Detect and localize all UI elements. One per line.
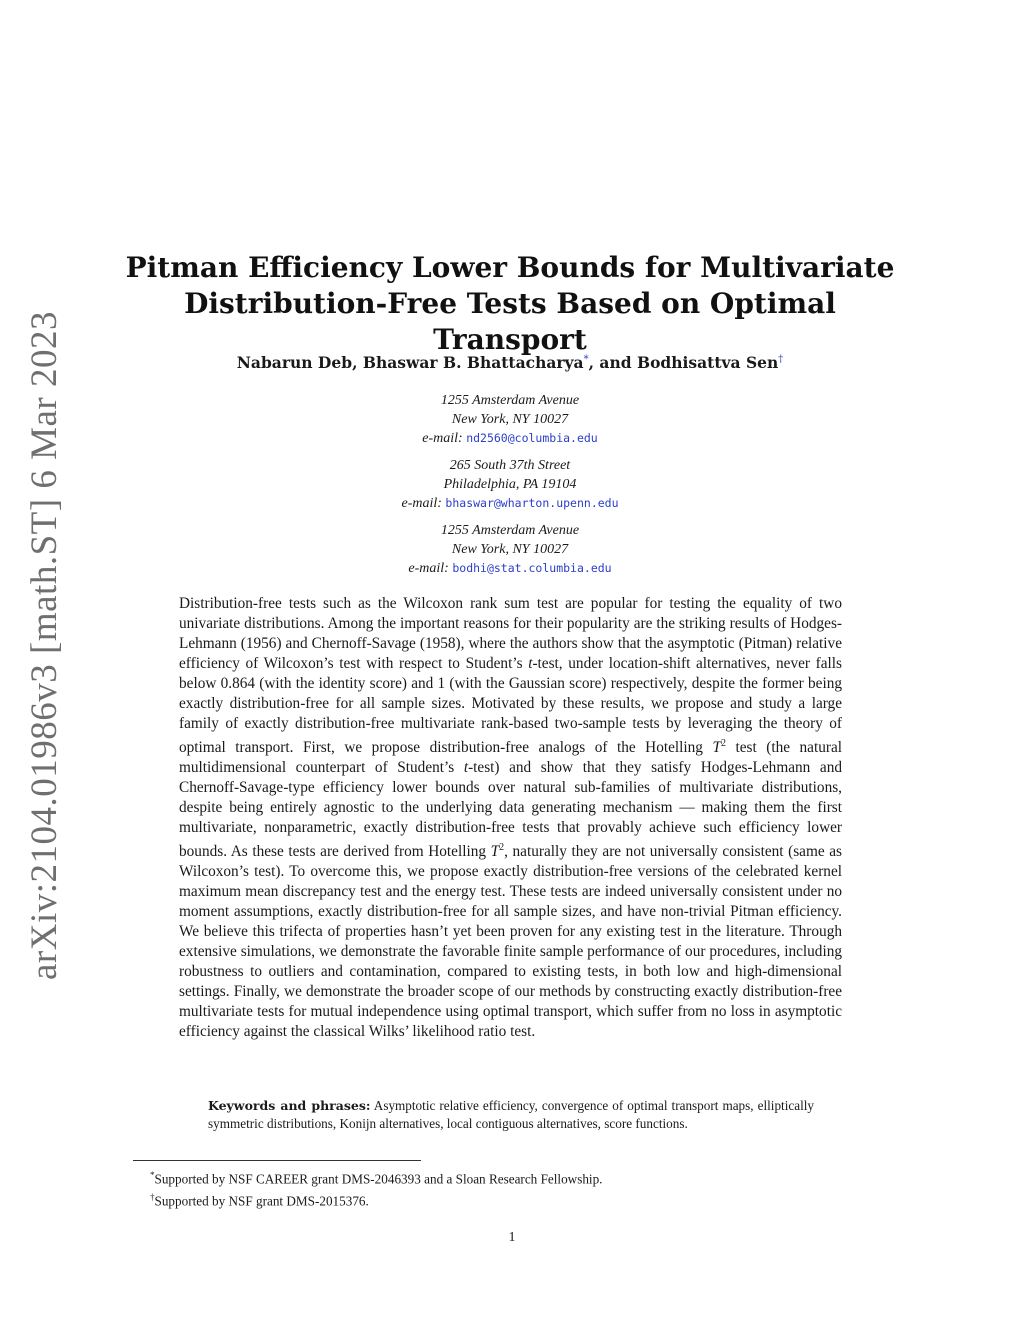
keywords-label: Keywords and phrases: <box>208 1098 371 1113</box>
keywords-text: Asymptotic relative efficiency, convergence of optimal transport maps, elliptically symmetric distributions, Konijn alternatives, local contiguous alternatives, score functions. <box>208 1098 814 1131</box>
abstract-text: -test) and show that they satisfy Hodges-Lehmann and Chernoff-Savage-type efficiency lower bounds over natural sub-families of multivariate distributions, despite being entirely agnostic to the underlying data generating mechanism — making them the first multivariate, nonparametric, exactly distribution-free tests that provably achieve such efficiency lower bounds. As these tests are derived from Hotelling <box>179 759 842 861</box>
author-3: Bodhisattva Sen <box>636 353 779 373</box>
email-link[interactable]: nd2560@columbia.edu <box>466 431 598 445</box>
math-exponent: 2 <box>721 738 726 749</box>
abstract-text: test (the natural multidimensional counterpart of Student’s <box>179 739 843 777</box>
math-exponent: 2 <box>499 842 505 854</box>
address-block-2 <box>200 457 820 514</box>
math-t: t <box>463 759 469 777</box>
title-line-1: Pitman Efficiency Lower Bounds for Multivariate <box>125 251 895 284</box>
arxiv-identifier-text: arXiv:2104.01986v3 [math.ST] 6 Mar 2023 <box>23 310 65 980</box>
footnote-mark: † <box>150 1192 155 1203</box>
footnote-text: Supported by NSF grant DMS-2015376. <box>154 1193 369 1209</box>
footnote-2 <box>150 1188 850 1210</box>
email-label: e-mail: <box>422 431 463 446</box>
footnotes <box>150 1166 850 1211</box>
math-t: t <box>528 655 533 672</box>
abstract-text: Distribution-free tests such as the Wilcoxon rank sum test are popular for testing the equality of two univariate distributions. Among the important reasons for their popularity are the striking results of Hodges-Lehmann (1956) and Chernoff-Savage (1958), where the authors show that the asymptotic (Pitman) relative efficiency of Wilcoxon’s test with respect to Student’s <box>179 595 842 672</box>
address-street: 1255 Amsterdam Avenue <box>440 523 580 538</box>
author-1: Nabarun Deb, <box>236 353 358 373</box>
address-city: Philadelphia, PA 19104 <box>443 476 577 492</box>
footnote-text: Supported by NSF CAREER grant DMS-2046393 and a Sloan Research Fellowship. <box>154 1171 603 1187</box>
footnote-1 <box>150 1166 850 1188</box>
address-block-1 <box>200 392 820 449</box>
address-email-line <box>200 559 820 579</box>
paper-title <box>120 250 900 358</box>
address-city: New York, NY 10027 <box>451 541 569 557</box>
email-link[interactable]: bodhi@stat.columbia.edu <box>452 561 612 575</box>
address-city: New York, NY 10027 <box>451 411 569 427</box>
address-street: 1255 Amsterdam Avenue <box>440 393 580 408</box>
page-number: 1 <box>508 1230 516 1245</box>
abstract-text: -test, under location-shift alternatives, never falls below 0.864 (with the identity score) and 1 (with the Gaussian score) respectively, despite the former being exactly distribution-free for all sample sizes. Motivated by these results, we propose and study a large family of exactly distribution-free multivariate rank-based two-sample tests by leveraging the theory of optimal transport. First, we propose distribution-free analogs of the Hotelling <box>179 655 842 757</box>
author-2-footnote-link[interactable]: * <box>583 354 589 365</box>
author-2: Bhaswar B. Bhattacharya <box>362 353 584 373</box>
address-street: 265 South 37th Street <box>449 458 571 473</box>
footnote-divider <box>133 1160 421 1161</box>
email-label: e-mail: <box>401 496 442 511</box>
math-T: T <box>712 739 721 757</box>
address-email-line <box>200 494 820 514</box>
email-link[interactable]: bhaswar@wharton.upenn.edu <box>445 496 619 510</box>
address-block-3 <box>200 522 820 579</box>
abstract-paragraph <box>179 594 842 1042</box>
author-list <box>120 350 900 373</box>
math-T: T <box>490 843 500 861</box>
author-3-footnote-link[interactable]: † <box>778 354 784 365</box>
keywords <box>208 1097 814 1133</box>
abstract-text: , naturally they are not universally consistent (same as Wilcoxon’s test). To overcome this, we propose exactly distribution-free versions of the celebrated kernel maximum mean discrepancy test and the energy test. These tests are indeed universally consistent under no moment assumptions, exactly distribution-free for all sample sizes, and have non-trivial Pitman efficiency. We believe this trifecta of properties hasn’t yet been proven for any existing test in the literature. Through extensive simulations, we demonstrate the favorable finite sample performance of our procedures, including robustness to outliers and contamination, compared to existing tests, in both low and high-dimensional settings. Finally, we demonstrate the broader scope of our methods by constructing exactly distribution-free multivariate tests for mutual independence using optimal transport, which suffer from no loss in asymptotic efficiency against the classical Wilks’ likelihood ratio test. <box>179 843 842 1041</box>
title-line-2: Distribution-Free Tests Based on Optimal Transport <box>184 287 836 356</box>
address-email-line <box>200 429 820 449</box>
abstract <box>179 594 842 1042</box>
author-separator: , and <box>588 353 632 373</box>
arxiv-identifier <box>14 310 74 980</box>
footnote-mark: * <box>150 1170 155 1180</box>
email-label: e-mail: <box>408 561 449 576</box>
